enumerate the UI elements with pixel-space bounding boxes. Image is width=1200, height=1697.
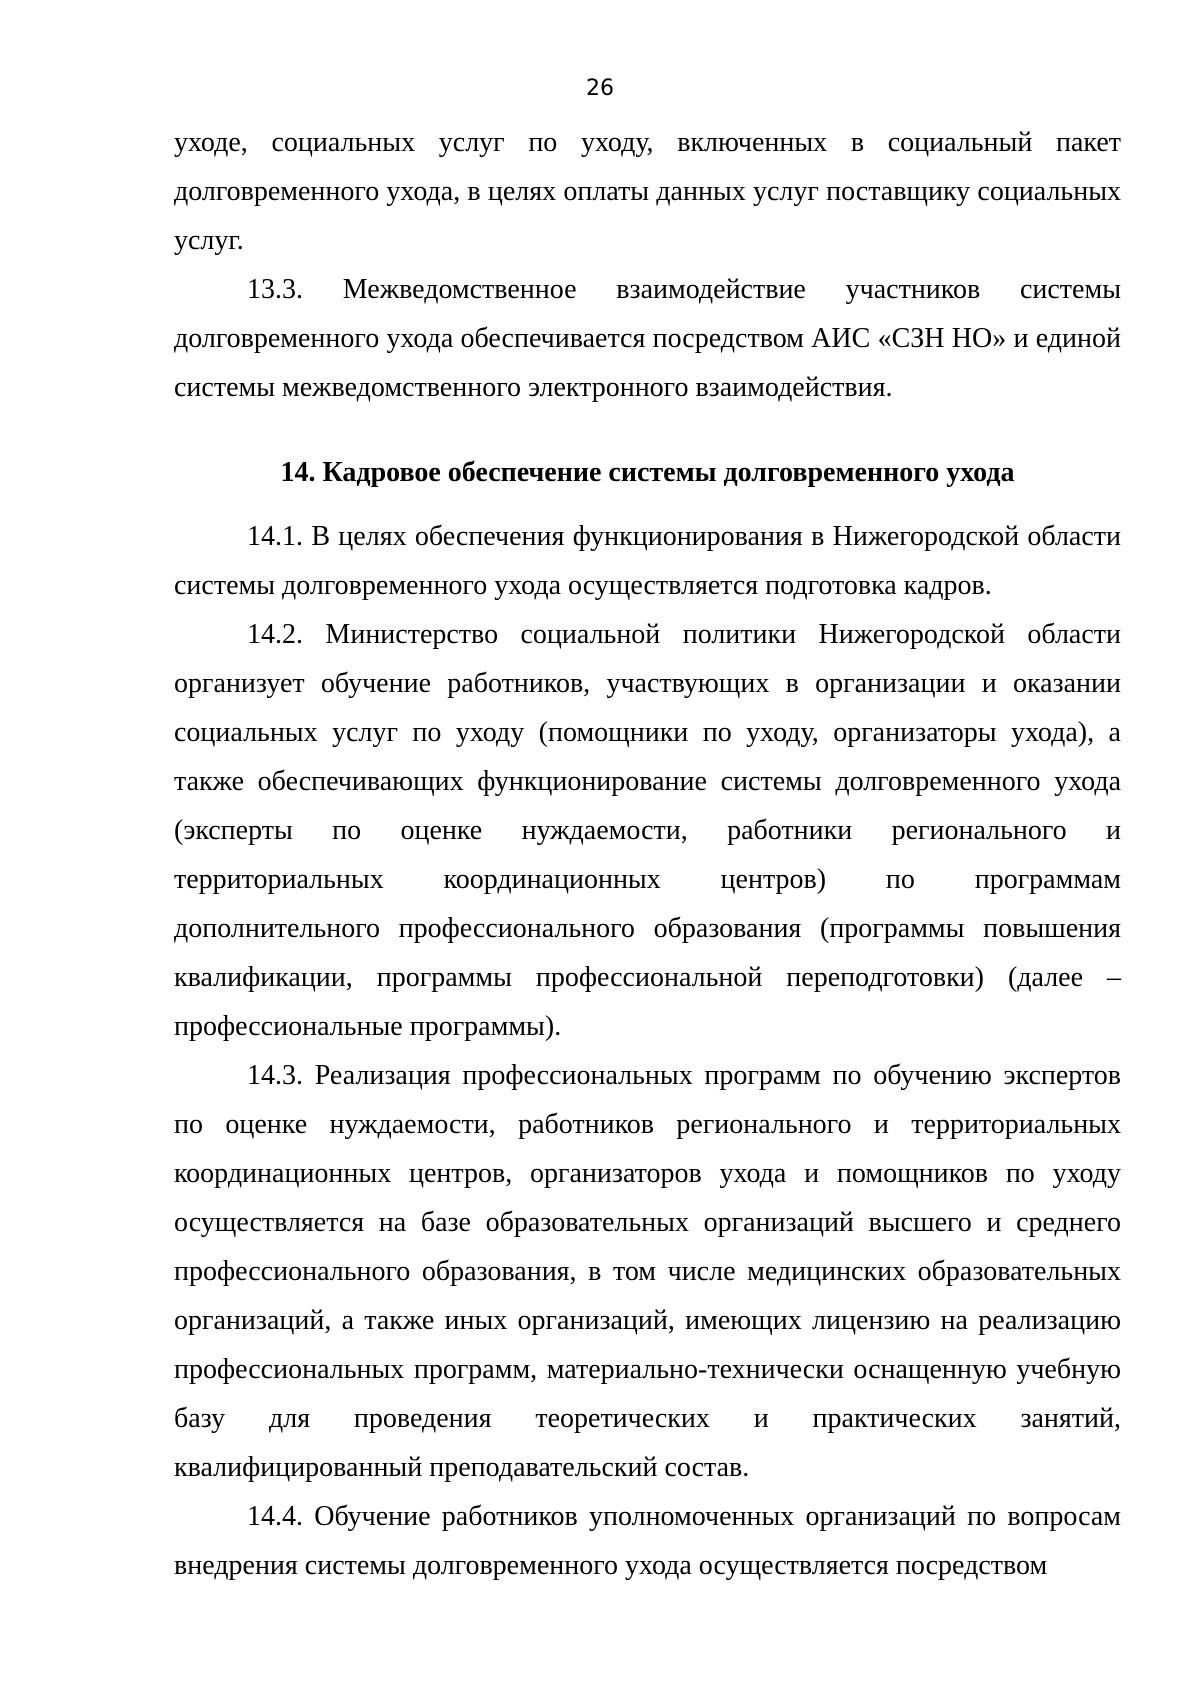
paragraph-13-3: 13.3. Межведомственное взаимодействие участников системы долговременного ухода обеспечивается посредством АИС «СЗН НО» и единой системы межведомственного электронного взаимодействия. (174, 274, 1121, 403)
paragraph-14-3: 14.3. Реализация профессиональных программ по обучению экспертов по оценке нуждаемости, работников регионального и территориальных координационных центров, организаторов ухода и помощников по уходу осуществляется на базе образовательных организаций высшего и среднего профессионального образования, в том числе медицинских образовательных организаций, а также иных организаций, имеющих лицензию на реализацию профессиональных программ, материально-технически оснащенную учебную базу для проведения теоретических и практических занятий, квалифицированный преподавательский состав. (174, 1060, 1121, 1483)
lower-text-block (174, 512, 1121, 1590)
section-heading-14: 14. Кадровое обеспечение системы долговременного ухода (280, 457, 1015, 488)
page-number: 26 (586, 76, 614, 101)
paragraph-14-4: 14.4. Обучение работников уполномоченных организаций по вопросам внедрения системы долговременного ухода осуществляется посредством (174, 1501, 1121, 1581)
paragraph-14-1: 14.1. В целях обеспечения функционирования в Нижегородской области системы долговременного ухода осуществляется подготовка кадров. (174, 521, 1121, 601)
upper-text-block (174, 118, 1121, 412)
paragraph-14-2: 14.2. Министерство социальной политики Нижегородской области организует обучение работников, участвующих в организации и оказании социальных услуг по уходу (помощники по уходу, организаторы ухода), а также обеспечивающих функционирование системы долговременного ухода (эксперты по оценке нуждаемости, работники регионального и территориальных координационных центров) по программам дополнительного профессионального образования (программы повышения квалификации, программы профессиональной переподготовки) (далее – профессиональные программы). (174, 619, 1121, 1042)
paragraph-continuation: уходе, социальных услуг по уходу, включенных в социальный пакет долговременного ухода, в целях оплаты данных услуг поставщику социальных услуг. (174, 127, 1121, 256)
